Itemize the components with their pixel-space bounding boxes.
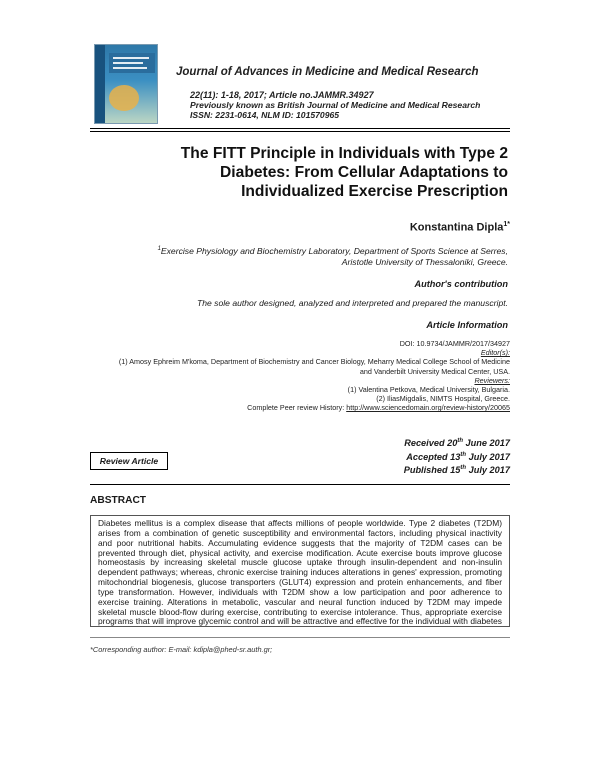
journal-name: Journal of Advances in Medicine and Medical Research bbox=[176, 66, 479, 78]
article-dates bbox=[404, 436, 510, 477]
review-history: Complete Peer review History: http://www.sciencedomain.org/review-history/20065 bbox=[247, 403, 510, 413]
title-line: Individualized Exercise Prescription bbox=[241, 183, 508, 200]
journal-citation: 22(11): 1-18, 2017; Article no.JAMMR.34927 bbox=[190, 90, 374, 100]
date-published: Published 15th July 2017 bbox=[403, 465, 510, 476]
contribution-heading: Author's contribution bbox=[414, 279, 508, 289]
author-name: Konstantina Dipla$^{1*}$ bbox=[409, 221, 510, 234]
corresponding-author-footnote: *Corresponding author: E-mail: kdipla@phed-sr.auth.gr; bbox=[90, 645, 273, 654]
journal-cover-thumbnail bbox=[94, 44, 158, 124]
author-affiliation: $^1$Exercise Physiology and Biochemistry Laboratory, Department of Sports Science at Serres, Aristotle University of Thessaloniki, Greece. bbox=[157, 245, 508, 267]
title-line: Diabetes: From Cellular Adaptations to bbox=[220, 164, 508, 181]
review-history-link[interactable]: http://www.sciencedomain.org/review-history/20065 bbox=[346, 403, 510, 413]
abstract-box bbox=[90, 515, 510, 627]
editors-label: Editor(s): bbox=[480, 348, 510, 358]
article-title bbox=[90, 144, 508, 201]
article-info-block bbox=[119, 339, 510, 413]
reviewers-label: Reviewers: bbox=[474, 375, 510, 385]
header-rule-top bbox=[90, 128, 510, 129]
reviewer-line: (2) IliasMigdalis, NIMTS Hospital, Greece. bbox=[376, 394, 510, 404]
editor-line: and Vanderbilt University Medical Center, USA. bbox=[359, 366, 510, 376]
editor-line: (1) Amosy Ephreim M'koma, Department of Biochemistry and Cancer Biology, Meharry Medical College School of Medicine bbox=[118, 357, 510, 367]
section-rule bbox=[90, 484, 510, 485]
journal-issn: ISSN: 2231-0614, NLM ID: 101570965 bbox=[190, 110, 340, 120]
doi: DOI: 10.9734/JAMMR/2017/34927 bbox=[399, 339, 510, 348]
article-info-heading: Article Information bbox=[426, 320, 508, 330]
footnote-divider bbox=[90, 637, 510, 638]
contribution-text: The sole author designed, analyzed and interpreted and prepared the manuscript. bbox=[196, 298, 508, 308]
date-received: Received 20th June 2017 bbox=[404, 438, 510, 449]
journal-meta bbox=[190, 90, 480, 120]
title-line: The FITT Principle in Individuals with Type 2 bbox=[180, 145, 508, 162]
header-rule-bottom bbox=[90, 131, 510, 132]
abstract-heading: ABSTRACT bbox=[90, 495, 147, 506]
date-accepted: Accepted 13th July 2017 bbox=[406, 451, 510, 462]
abstract-text: Diabetes mellitus is a complex disease that affects millions of people worldwide. Type 2 diabetes (T2DM) arises from a combination of genetic susceptibility and environmental factors, including physical inactivity and poor nutritional habits. Accumulating evidence suggests that the majority of T2DM cases can be prevented through diet, physical activity, and exercise modification. Acute exercise bouts improve glucose homeostasis by increasing skeletal muscle glucose uptake through insulin-dependent and non-insulin dependent pathways; whereas, chronic exercise training induces alterations in genes' expression, promoting mitochondrial biogenesis, glucose transporters (GLUT4) expression and protein enhancements, and fiber type transformation. However, individuals with T2DM show a low participation and poor adherence to exercise training. Alterations in metabolic, vascular and neural function induced by T2DM may impede skeletal muscle blood-flow during exercise, contributing to exercise intolerance. Thus, appropriate exercise programs that will improve glycemic control and will be attractive and effective for the individual with diabetes bbox=[98, 518, 502, 627]
article-type-badge: Review Article bbox=[90, 452, 168, 470]
reviewer-line: (1) Valentina Petkova, Medical University, Bulgaria. bbox=[347, 385, 510, 395]
journal-previously: Previously known as British Journal of Medicine and Medical Research bbox=[190, 100, 481, 110]
